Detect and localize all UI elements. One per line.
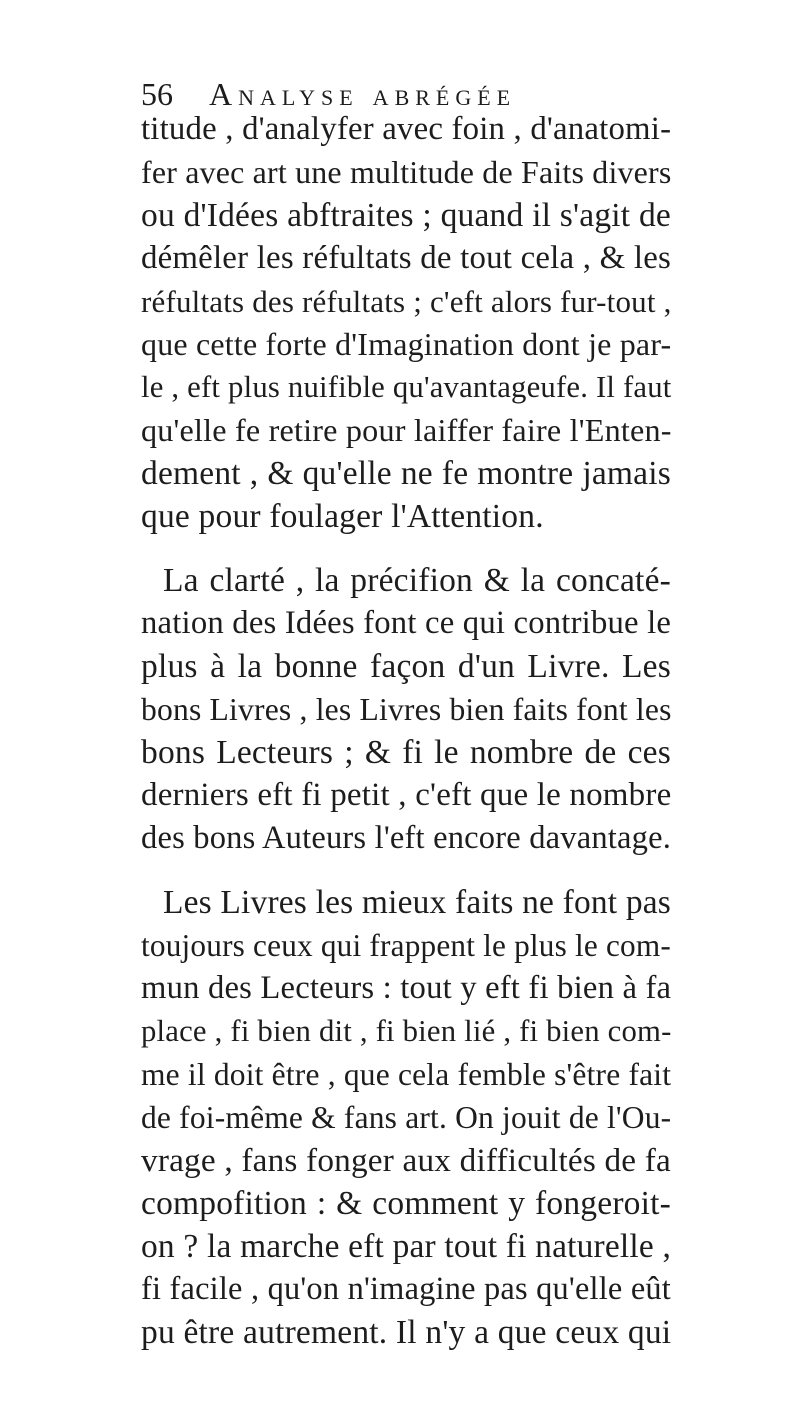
text-line: dement , & qu'elle ne fe montre jamais xyxy=(141,455,671,492)
page-number: 56 xyxy=(141,76,173,112)
text-line: toujours ceux qui frappent le plus le com- xyxy=(141,928,671,963)
paragraph-2 xyxy=(141,559,671,860)
text-line: ou d'Idées abftraites ; quand il s'agit de xyxy=(141,197,671,234)
text-line: fi facile , qu'on n'imagine pas qu'elle eût xyxy=(141,1271,671,1307)
text-line: pu être autrement. Il n'y a que ceux qui xyxy=(141,1314,672,1351)
text-line: compofition : & comment y fongeroit- xyxy=(141,1185,671,1222)
text-line: mun des Lecteurs : tout y eft fi bien à fa xyxy=(141,970,672,1006)
text-line: vrage , fans fonger aux difficultés de fa xyxy=(141,1142,671,1179)
text-line: que cette forte d'Imagination dont je par- xyxy=(141,326,672,362)
text-line: me il doit être , que cela femble s'être fait xyxy=(141,1057,672,1092)
text-line: place , fi bien dit , fi bien lié , fi bien com- xyxy=(141,1014,672,1048)
text-line: démêler les réfultats de tout cela , & les xyxy=(141,240,671,276)
text-line: Les Livres les mieux faits ne font pas xyxy=(163,884,671,921)
text-line: bons Livres , les Livres bien faits font les xyxy=(141,692,672,727)
text-line: bons Lecteurs ; & fi le nombre de ces xyxy=(141,734,671,771)
text-line: titude , d'analyfer avec foin , d'anatomi- xyxy=(141,111,672,147)
body-text xyxy=(141,108,671,1354)
paragraph-1 xyxy=(141,108,671,538)
text-line: derniers eft fi petit , c'eft que le nombre xyxy=(141,777,672,813)
text-line: des bons Auteurs l'eft encore davantage. xyxy=(141,820,672,856)
text-line: qu'elle fe retire pour laiffer faire l'Enten- xyxy=(141,412,672,448)
text-line: plus à la bonne façon d'un Livre. Les xyxy=(141,648,671,685)
text-line: fer avec art une multitude de Faits divers xyxy=(141,155,672,190)
text-line: le , eft plus nuifible qu'avantageufe. Il faut xyxy=(141,370,672,404)
text-line: de foi-même & fans art. On jouit de l'Ou- xyxy=(141,1100,672,1135)
text-line: réfultats des réfultats ; c'eft alors fur-tout , xyxy=(141,284,672,319)
paragraph-3 xyxy=(141,881,671,1354)
text-line: La clarté , la précifion & la concaté- xyxy=(163,562,671,599)
text-line: nation des Idées font ce qui contribue le xyxy=(141,605,672,641)
running-title: Analyse abrégée xyxy=(209,76,517,112)
text-line: que pour foulager l'Attention. xyxy=(141,498,544,535)
text-line: on ? la marche eft par tout fi naturelle , xyxy=(141,1228,671,1265)
